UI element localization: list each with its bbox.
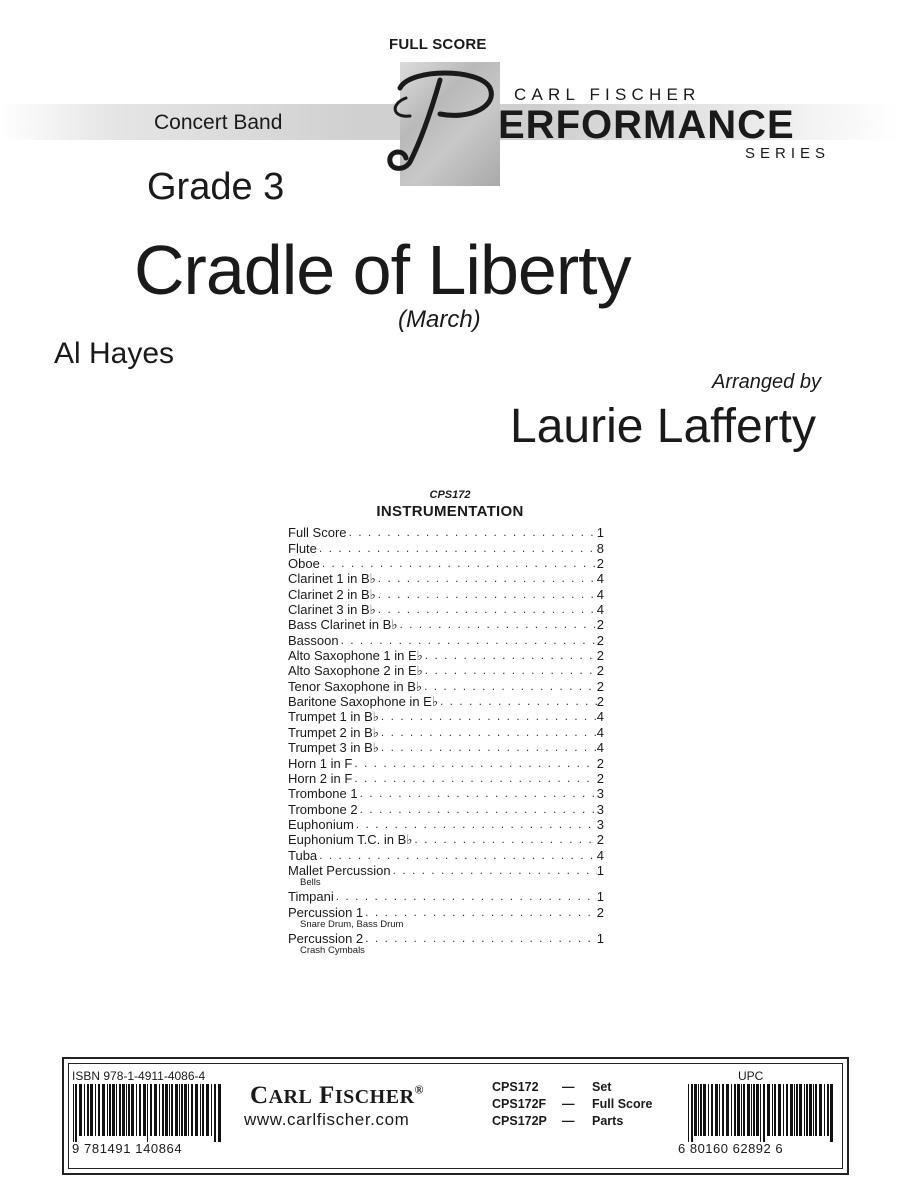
leader-dots [376,587,597,602]
instrument-quantity: 2 [596,755,604,771]
instrument-entry [288,632,604,647]
barcode-bar [747,1084,750,1136]
leader-dots [379,740,597,755]
instrument-name: Clarinet 3 in B♭ [288,602,376,618]
leader-dots [422,679,597,694]
barcode-bar [98,1084,100,1136]
isbn-barcode-icon [73,1084,223,1142]
barcode-bar [107,1084,108,1136]
instrument-name: Horn 1 in F [288,755,353,771]
barcode-bar [128,1084,130,1136]
upc-digits: 6 80160 62892 6 [678,1141,784,1156]
barcode-bar [760,1084,761,1142]
instrument-quantity: 2 [596,556,604,572]
product-code-description: Set [592,1080,612,1094]
instrument-row [288,663,604,678]
instrument-quantity: 2 [596,678,604,694]
barcode-bar [691,1084,693,1142]
leader-dots [412,832,596,847]
barcode-bar [751,1084,752,1136]
barcode-bar [753,1084,755,1136]
barcode-bar [815,1084,817,1136]
isbn-digits: 9 781491 140864 [72,1141,183,1156]
barcode-bar [711,1084,713,1136]
instrument-entry [288,847,604,862]
instrument-row [288,755,604,770]
product-code-id: CPS172P [492,1114,547,1128]
barcode-bar [200,1084,201,1136]
barcode-bar [783,1084,784,1136]
instrument-quantity: 2 [596,904,604,920]
instrument-name: Oboe [288,556,320,572]
instrument-row [288,740,604,755]
instrumentation-heading: INSTRUMENTATION [376,503,524,520]
arranged-by-label: Arranged by [712,371,821,393]
instrument-name: Tenor Saxophone in B♭ [288,678,423,694]
leader-dots [347,525,597,540]
instrument-entry [288,709,604,724]
publisher-logo: CARL FISCHER® [250,1082,424,1109]
product-code-dash: — [562,1080,575,1094]
barcode-bar [731,1084,732,1136]
barcode-bar [211,1084,212,1136]
instrument-quantity: 4 [596,724,604,740]
barcode-bar [763,1084,765,1142]
barcode-bar [756,1084,759,1136]
instrument-name: Mallet Percussion [288,862,391,878]
instrumentation-list [288,525,604,957]
leader-dots [354,817,597,832]
instrument-row [288,786,604,801]
barcode-bar [79,1084,82,1136]
instrument-row [288,724,604,739]
product-code-row [492,1080,652,1097]
instrument-entry [288,832,604,847]
instrument-entry [288,663,604,678]
instrument-quantity: 4 [596,602,604,618]
instrument-name: Flute [288,540,317,556]
publisher-website[interactable]: www.carlfischer.com [244,1110,410,1129]
barcode-bar [181,1084,183,1136]
instrument-name: Trumpet 2 in B♭ [288,724,379,740]
barcode-bar [179,1084,180,1136]
leader-dots [363,905,597,920]
instrument-name: Tuba [288,847,318,863]
instrument-row [288,771,604,786]
instrument-entry [288,617,604,632]
barcode-bar [806,1084,808,1136]
leader-dots [339,633,597,648]
instrument-name: Baritone Saxophone in E♭ [288,694,438,710]
product-code-description: Parts [592,1114,624,1128]
leader-dots [423,648,597,663]
barcode-bar [774,1084,776,1136]
barcode-bar [112,1084,115,1136]
series-name-top: CARL FISCHER [514,85,701,104]
instrument-row [288,648,604,663]
instrument-quantity: 3 [596,786,604,802]
full-score-label: FULL SCORE [389,36,487,53]
leader-dots [376,571,597,586]
barcode-bar [206,1084,209,1136]
instrument-entry [288,648,604,663]
instrument-quantity: 2 [596,632,604,648]
leader-dots [391,863,597,878]
barcode-bar [804,1084,805,1136]
instrument-row [288,632,604,647]
instrument-entry [288,678,604,693]
instrument-note: Snare Drum, Bass Drum [300,918,404,930]
product-code-row [492,1097,652,1114]
instrument-row [288,931,604,946]
barcode-bar [790,1084,793,1136]
barcode-bar [698,1084,699,1136]
barcode-bar [75,1084,77,1142]
instrument-name: Euphonium T.C. in B♭ [288,832,413,848]
instrument-quantity: 4 [596,847,604,863]
composer-name: Al Hayes [54,337,175,370]
barcode-bar [188,1084,189,1136]
barcode-bar [147,1084,148,1142]
leader-dots [358,802,597,817]
barcode-bar [741,1084,742,1136]
instrument-name: Trumpet 3 in B♭ [288,740,379,756]
barcode-bar [131,1084,134,1136]
product-code-dash: — [562,1114,575,1128]
instrument-name: Alto Saxophone 2 in E♭ [288,663,423,679]
series-logo-script-p [370,58,510,178]
series-name-performance: ERFORMANCE [498,103,795,147]
barcode-bar [136,1084,137,1136]
barcode-bar [700,1084,702,1136]
instrument-entry [288,540,604,555]
work-subtitle: (March) [398,306,481,333]
instrument-quantity: 2 [596,663,604,679]
barcode-bar [734,1084,736,1136]
instrument-quantity: 4 [596,740,604,756]
barcode-bar [95,1084,96,1136]
instrument-note: Bells [300,876,321,888]
leader-dots [320,556,597,571]
leader-dots [379,725,597,740]
instrument-row [288,847,604,862]
barcode-bar [715,1084,718,1136]
instrument-quantity: 1 [596,862,604,878]
barcode-bar [819,1084,822,1136]
barcode-bar [171,1084,173,1136]
leader-dots [376,602,597,617]
instrument-name: Clarinet 1 in B♭ [288,571,376,587]
leader-dots [334,889,597,904]
instrument-name: Alto Saxophone 1 in E♭ [288,648,423,664]
barcode-bar [202,1084,204,1136]
barcode-bar [767,1084,770,1136]
barcode-bar [772,1084,773,1136]
product-code-id: CPS172F [492,1097,547,1111]
instrument-entry [288,801,604,816]
instrument-name: Percussion 2 [288,930,364,946]
instrument-name: Euphonium [288,816,354,832]
instrument-entry [288,771,604,786]
barcode-bar [126,1084,127,1136]
instrument-row [288,817,604,832]
instrument-name: Horn 2 in F [288,770,353,786]
instrument-quantity: 3 [596,816,604,832]
instrument-row [288,540,604,555]
leader-dots [352,771,596,786]
instrument-name: Bass Clarinet in B♭ [288,617,398,633]
instrument-quantity: 8 [596,540,604,556]
arranger-name: Laurie Lafferty [510,400,816,453]
instrument-row [288,602,604,617]
instrument-entry [288,817,604,832]
instrument-entry [288,904,604,930]
product-codes [492,1080,652,1131]
instrument-quantity: 1 [596,930,604,946]
instrument-quantity: 4 [596,586,604,602]
barcode-bar [169,1084,170,1136]
barcode-bar [794,1084,795,1136]
leader-dots [352,756,596,771]
barcode-bar [150,1084,152,1136]
barcode-bar [116,1084,117,1136]
instrument-entry [288,556,604,571]
instrument-row [288,904,604,919]
instrument-quantity: 1 [596,889,604,905]
instrument-name: Trumpet 1 in B♭ [288,709,379,725]
instrument-quantity: 4 [596,571,604,587]
series-name-bottom: SERIES [745,145,831,162]
instrument-entry [288,931,604,957]
barcode-bar [154,1084,157,1136]
instrument-quantity: 2 [596,617,604,633]
leader-dots [317,848,597,863]
barcode-bar [719,1084,720,1136]
instrument-quantity: 2 [596,832,604,848]
instrument-row [288,832,604,847]
barcode-bar [726,1084,729,1136]
barcode-bar [139,1084,141,1136]
barcode-bar [722,1084,724,1136]
upc-label: UPC [738,1069,764,1083]
instrument-row [288,863,604,878]
product-code-row [492,1114,652,1131]
grade-label: Grade 3 [147,166,285,208]
instrument-row [288,801,604,816]
barcode-bar [813,1084,814,1136]
instrument-quantity: 3 [596,801,604,817]
instrument-row [288,709,604,724]
product-code-id: CPS172 [492,1080,539,1094]
barcode-bar [191,1084,193,1136]
upc-barcode-icon [688,1084,838,1142]
instrument-entry [288,586,604,601]
product-code-description: Full Score [592,1097,653,1111]
instrument-entry [288,694,604,709]
instrument-row [288,617,604,632]
instrument-entry [288,755,604,770]
leader-dots [423,663,597,678]
instrument-entry [288,571,604,586]
instrument-quantity: 4 [596,709,604,725]
barcode-bar [102,1084,105,1136]
instrument-name: Clarinet 2 in B♭ [288,586,376,602]
instrument-name: Trombone 2 [288,801,358,817]
instrument-name: Trombone 1 [288,786,358,802]
barcode-bar [218,1084,221,1142]
barcode-bar [786,1084,788,1136]
barcode-bar [778,1084,781,1136]
instrument-quantity: 2 [596,770,604,786]
barcode-bar [122,1084,125,1136]
barcode-bar [708,1084,709,1136]
barcode-bar [694,1084,697,1136]
instrument-name: Bassoon [288,632,339,648]
catalog-number: CPS172 [429,489,471,501]
instrument-entry [288,724,604,739]
barcode-bar [87,1084,89,1136]
barcode-bar [119,1084,121,1136]
instrument-quantity: 2 [596,694,604,710]
instrument-row [288,678,604,693]
barcode-bar [799,1084,802,1136]
barcode-bar [84,1084,85,1136]
instrument-row [288,586,604,601]
barcode-bar [73,1084,74,1142]
instrument-row [288,889,604,904]
leader-dots [358,786,597,801]
barcode-bar [796,1084,798,1136]
leader-dots [379,709,597,724]
instrument-quantity: 2 [596,648,604,664]
instrument-entry [288,525,604,540]
leader-dots [363,931,597,946]
instrument-entry [288,889,604,904]
barcode-bar [184,1084,187,1136]
product-code-dash: — [562,1097,575,1111]
work-title: Cradle of Liberty [134,231,631,309]
barcode-bar [165,1084,168,1136]
barcode-bar [159,1084,160,1136]
barcode-bar [90,1084,93,1136]
leader-dots [397,617,596,632]
barcode-bar [109,1084,111,1136]
barcode-bar [737,1084,740,1136]
barcode-bar [827,1084,829,1136]
leader-dots [438,694,597,709]
leader-dots [317,541,597,556]
barcode-bar [175,1084,178,1136]
barcode-bar [830,1084,833,1142]
barcode-bar [824,1084,825,1136]
instrument-name: Timpani [288,889,334,905]
instrument-row [288,571,604,586]
instrument-note: Crash Cymbals [300,944,365,956]
instrument-quantity: 1 [596,525,604,541]
barcode-bar [703,1084,706,1136]
barcode-bar [195,1084,198,1136]
barcode-bar [143,1084,146,1136]
instrument-name: Percussion 1 [288,904,364,920]
instrument-entry [288,740,604,755]
instrument-entry [288,863,604,889]
barcode-bar [214,1084,216,1142]
barcode-bar [162,1084,164,1136]
instrument-name: Full Score [288,525,347,541]
barcode-bar [688,1084,689,1142]
instrument-row [288,556,604,571]
instrument-row [288,525,604,540]
instrument-entry [288,602,604,617]
barcode-bar [809,1084,812,1136]
isbn-label: ISBN 978-1-4911-4086-4 [72,1069,206,1083]
ensemble-label: Concert Band [154,111,283,134]
instrument-row [288,694,604,709]
instrument-entry [288,786,604,801]
barcode-bar [743,1084,745,1136]
